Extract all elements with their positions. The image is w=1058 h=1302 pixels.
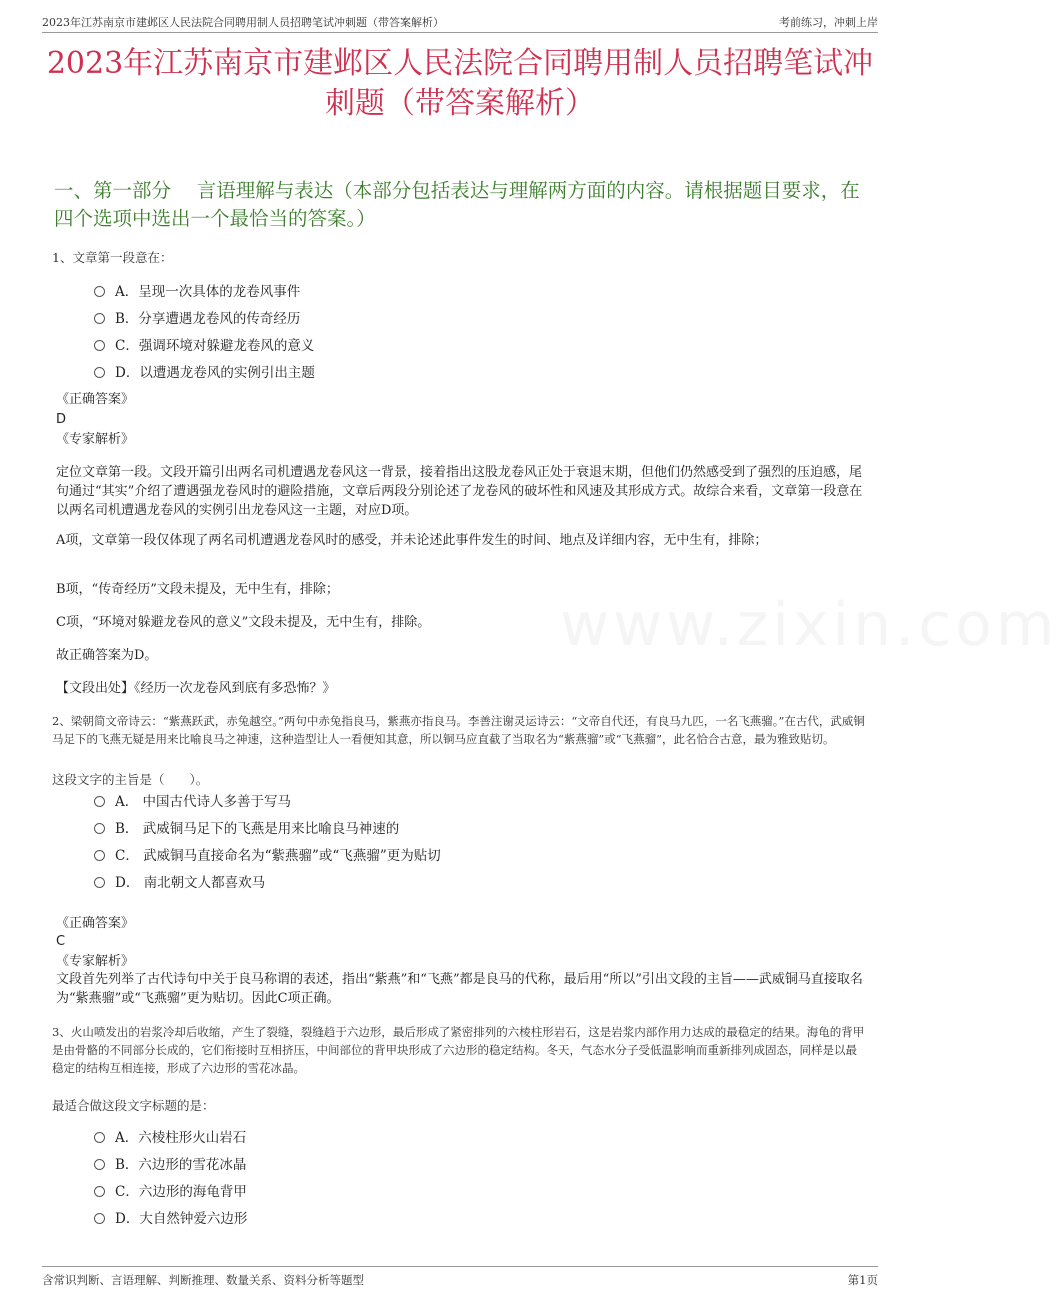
radio-icon[interactable]: [94, 1159, 105, 1170]
watermark: www.zixin.com: [560, 590, 1058, 660]
page-number: 第1页: [847, 1273, 878, 1287]
question-2-stem: 2、梁朝简文帝诗云：“紫燕跃武，赤兔越空。”两句中赤兔指良马，紫燕亦指良马。李善注谢灵运诗云：“文帝自代还，有良马九匹，一名飞燕骝。”在古代，武威铜马足下的飞燕无疑是用来比喻良马之神速，这种造型让人一看便知其意，所以铜马应直截了当取名为“紫燕骝”或“飞燕骝”，此名恰合古意，最为雅致贴切。: [52, 714, 865, 746]
page-footer: [42, 1266, 878, 1289]
q2-answer: C: [56, 934, 66, 949]
q2-analysis-paragraph: 文段首先列举了古代诗句中关于良马称谓的表述，指出“紫燕”和“飞燕”都是良马的代称，最后用“所以”引出文段的主旨——武威铜马直接取名为“紫燕骝”或“飞燕骝”更为贴切。因此C项正确。: [56, 972, 863, 1006]
radio-icon[interactable]: [94, 850, 105, 861]
radio-icon[interactable]: [94, 286, 105, 297]
radio-icon[interactable]: [94, 1213, 105, 1224]
q1-analysis-paragraph: 故正确答案为D。: [56, 648, 158, 663]
q1-analysis-paragraph: B项，“传奇经历”文段未提及，无中生有，排除；: [56, 582, 339, 597]
section-heading: 一、第一部分 言语理解与表达（本部分包括表达与理解两方面的内容。请根据题目要求，在四个选项中选出一个最恰当的答案。）: [54, 179, 860, 230]
radio-icon[interactable]: [94, 1186, 105, 1197]
q3-option-c[interactable]: C．六边形的海龟背甲: [94, 1182, 247, 1202]
q1-analysis-paragraph: A项，文章第一段仅体现了两名司机遭遇龙卷风时的感受，并未论述此事件发生的时间、地点及详细内容，无中生有，排除；: [56, 533, 768, 548]
q3-option-b[interactable]: B．六边形的雪花冰晶: [94, 1155, 246, 1175]
question-2-prompt: 这段文字的主旨是（ ）。: [52, 772, 209, 787]
footer-description: 含常识判断、言语理解、判断推理、数量关系、资料分析等题型: [42, 1273, 364, 1287]
radio-icon[interactable]: [94, 367, 105, 378]
q1-option-a[interactable]: A．呈现一次具体的龙卷风事件: [94, 282, 300, 302]
q1-analysis-paragraph: C项，“环境对躲避龙卷风的意义”文段未提及，无中生有，排除。: [56, 615, 431, 630]
radio-icon[interactable]: [94, 796, 105, 807]
radio-icon[interactable]: [94, 340, 105, 351]
question-3-stem: 3、火山喷发出的岩浆冷却后收缩，产生了裂缝，裂缝趋于六边形，最后形成了紧密排列的六棱柱形岩石，这是岩浆内部作用力达成的最稳定的结果。海龟的背甲是由骨骼的不同部分长成的，它们衔接时互相挤压，中间部位的背甲块形成了六边形的稳定结构。冬天，气态水分子受低温影响而重新排列成固态，同样是以最稳定的结构互相连接，形成了六边形的雪花冰晶。: [52, 1025, 865, 1075]
q1-option-d[interactable]: D．以遭遇龙卷风的实例引出主题: [94, 363, 315, 383]
q1-answer: D: [56, 412, 67, 427]
q1-source: 【文段出处】《经历一次龙卷风到底有多恐怖？》: [56, 681, 336, 696]
header-slogan: 考前练习，冲刺上岸: [779, 16, 878, 29]
q2-analysis-label: 《专家解析》: [56, 954, 135, 969]
q1-option-b[interactable]: B．分享遭遇龙卷风的传奇经历: [94, 309, 300, 329]
q2-option-d[interactable]: D． 南北朝文人都喜欢马: [94, 873, 265, 893]
document-title: 2023年江苏南京市建邺区人民法院合同聘用制人员招聘笔试冲刺题（带答案解析）: [46, 46, 874, 121]
q1-analysis-label: 《专家解析》: [56, 432, 135, 447]
q3-option-d[interactable]: D．大自然钟爱六边形: [94, 1209, 247, 1229]
q1-analysis-paragraph: 定位文章第一段。文段开篇引出两名司机遭遇龙卷风这一背景，接着指出这股龙卷风正处于衰退末期，但他们仍然感受到了强烈的压迫感，尾句通过“其实”介绍了遭遇强龙卷风时的避险措施，文章后两段分别论述了龙卷风的破坏性和风速及其形成方式。故综合来看，文章第一段意在以两名司机遭遇龙卷风的实例引出龙卷风这一主题，对应D项。: [56, 465, 863, 518]
radio-icon[interactable]: [94, 823, 105, 834]
radio-icon[interactable]: [94, 877, 105, 888]
header-doc-title: 2023年江苏南京市建邺区人民法院合同聘用制人员招聘笔试冲刺题（带答案解析）: [42, 16, 444, 29]
q2-option-b[interactable]: B． 武威铜马足下的飞燕是用来比喻良马神速的: [94, 819, 399, 839]
question-1-stem: 1、文章第一段意在：: [52, 250, 173, 265]
q2-option-c[interactable]: C． 武威铜马直接命名为“紫燕骝”或“飞燕骝”更为贴切: [94, 846, 441, 866]
q3-option-a[interactable]: A．六棱柱形火山岩石: [94, 1128, 246, 1148]
page-header: [42, 12, 878, 33]
q1-option-c[interactable]: C．强调环境对躲避龙卷风的意义: [94, 336, 314, 356]
q1-answer-label: 《正确答案》: [56, 392, 135, 407]
radio-icon[interactable]: [94, 313, 105, 324]
q2-option-a[interactable]: A． 中国古代诗人多善于写马: [94, 792, 291, 812]
radio-icon[interactable]: [94, 1132, 105, 1143]
q2-answer-label: 《正确答案》: [56, 916, 135, 931]
question-3-prompt: 最适合做这段文字标题的是：: [52, 1098, 215, 1113]
